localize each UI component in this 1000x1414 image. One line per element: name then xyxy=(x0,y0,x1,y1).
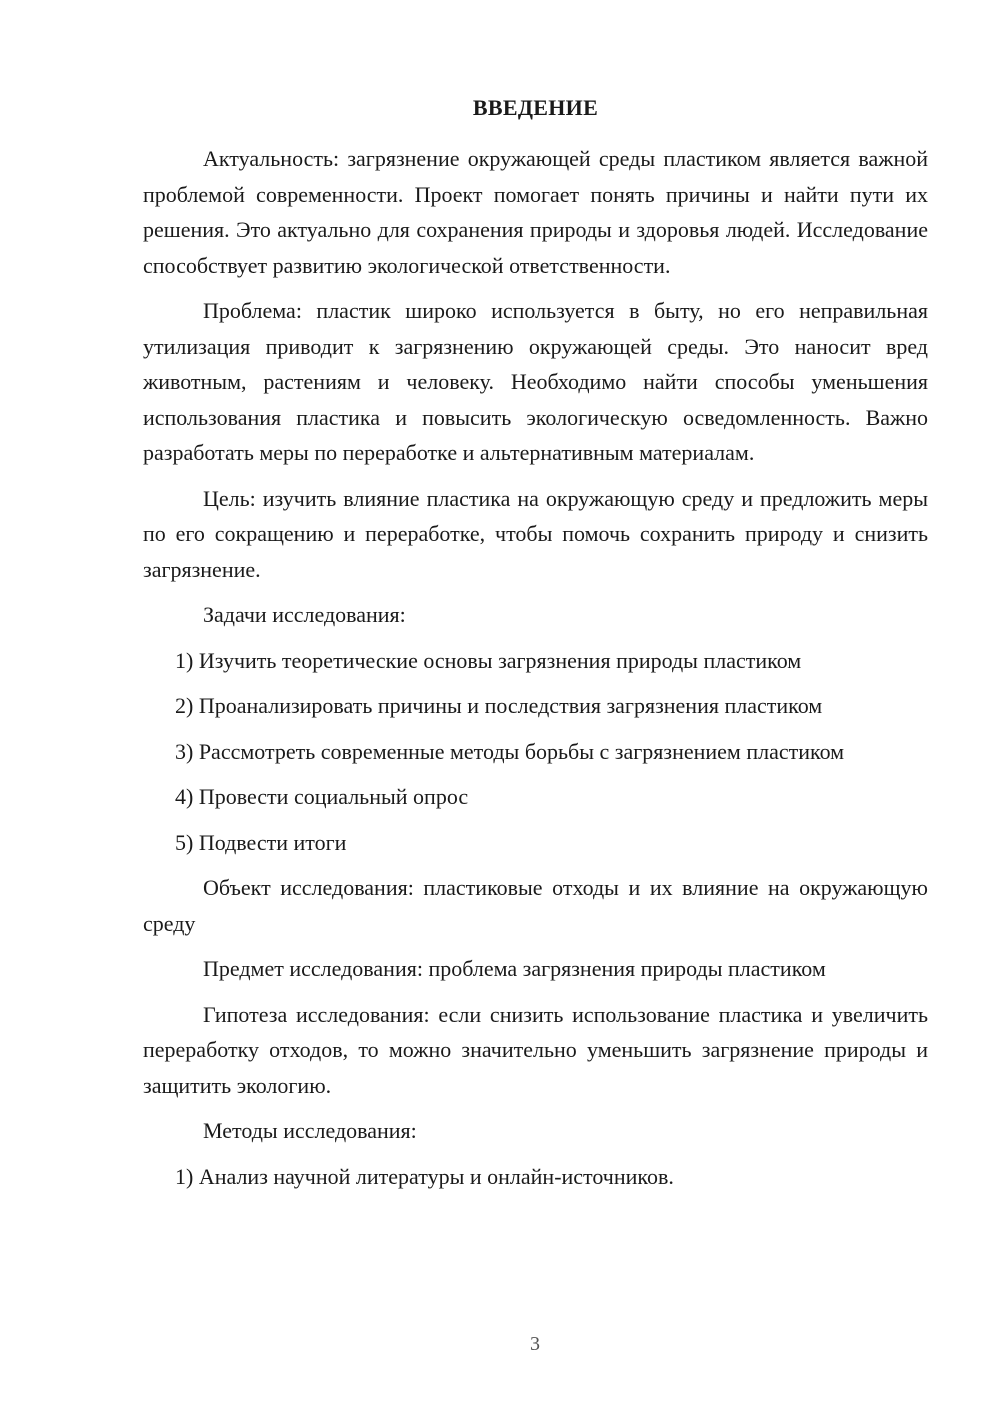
page-number: 3 xyxy=(530,1333,540,1355)
object-paragraph: Объект исследования: пластиковые отходы и их влияние на окружающую среду xyxy=(143,875,928,936)
relevance-paragraph: Актуальность: загрязнение окружающей среды пластиком является важной проблемой современности. Проект помогает понять причины и найти пути их решения. Это актуально для сохранения природы и здоровья людей. Исследование способствует развитию экологической ответственности. xyxy=(143,146,928,278)
task-item: 1) Изучить теоретические основы загрязнения природы пластиком xyxy=(175,647,802,673)
problem-paragraph: Проблема: пластик широко используется в быту, но его неправильная утилизация приводит к загрязнению окружающей среды. Это наносит вред животным, растениям и человеку. Необходимо найти способы уменьшения использования пластика и повысить экологическую осведомленность. Важно разработать меры по переработке и альтернативным материалам. xyxy=(143,298,928,465)
method-item: 1) Анализ научной литературы и онлайн-источников. xyxy=(175,1163,674,1189)
subject-paragraph: Предмет исследования: проблема загрязнения природы пластиком xyxy=(203,956,826,981)
section-title: ВВЕДЕНИЕ xyxy=(472,95,599,120)
task-item: 2) Проанализировать причины и последствия загрязнения пластиком xyxy=(175,693,823,718)
goal-paragraph: Цель: изучить влияние пластика на окружающую среду и предложить меры по его сокращению и переработке, чтобы помочь сохранить природу и снизить загрязнение. xyxy=(143,485,928,582)
task-item: 5) Подвести итоги xyxy=(175,829,347,855)
hypothesis-paragraph: Гипотеза исследования: если снизить использование пластика и увеличить переработку отходов, то можно значительно уменьшить загрязнение природы и защитить экологию. xyxy=(143,1001,928,1098)
task-item: 4) Провести социальный опрос xyxy=(175,784,469,809)
task-item: 3) Рассмотреть современные методы борьбы с загрязнением пластиком xyxy=(175,738,845,764)
methods-heading: Методы исследования: xyxy=(203,1118,417,1143)
tasks-heading: Задачи исследования: xyxy=(203,602,406,627)
document-page xyxy=(143,95,928,1204)
